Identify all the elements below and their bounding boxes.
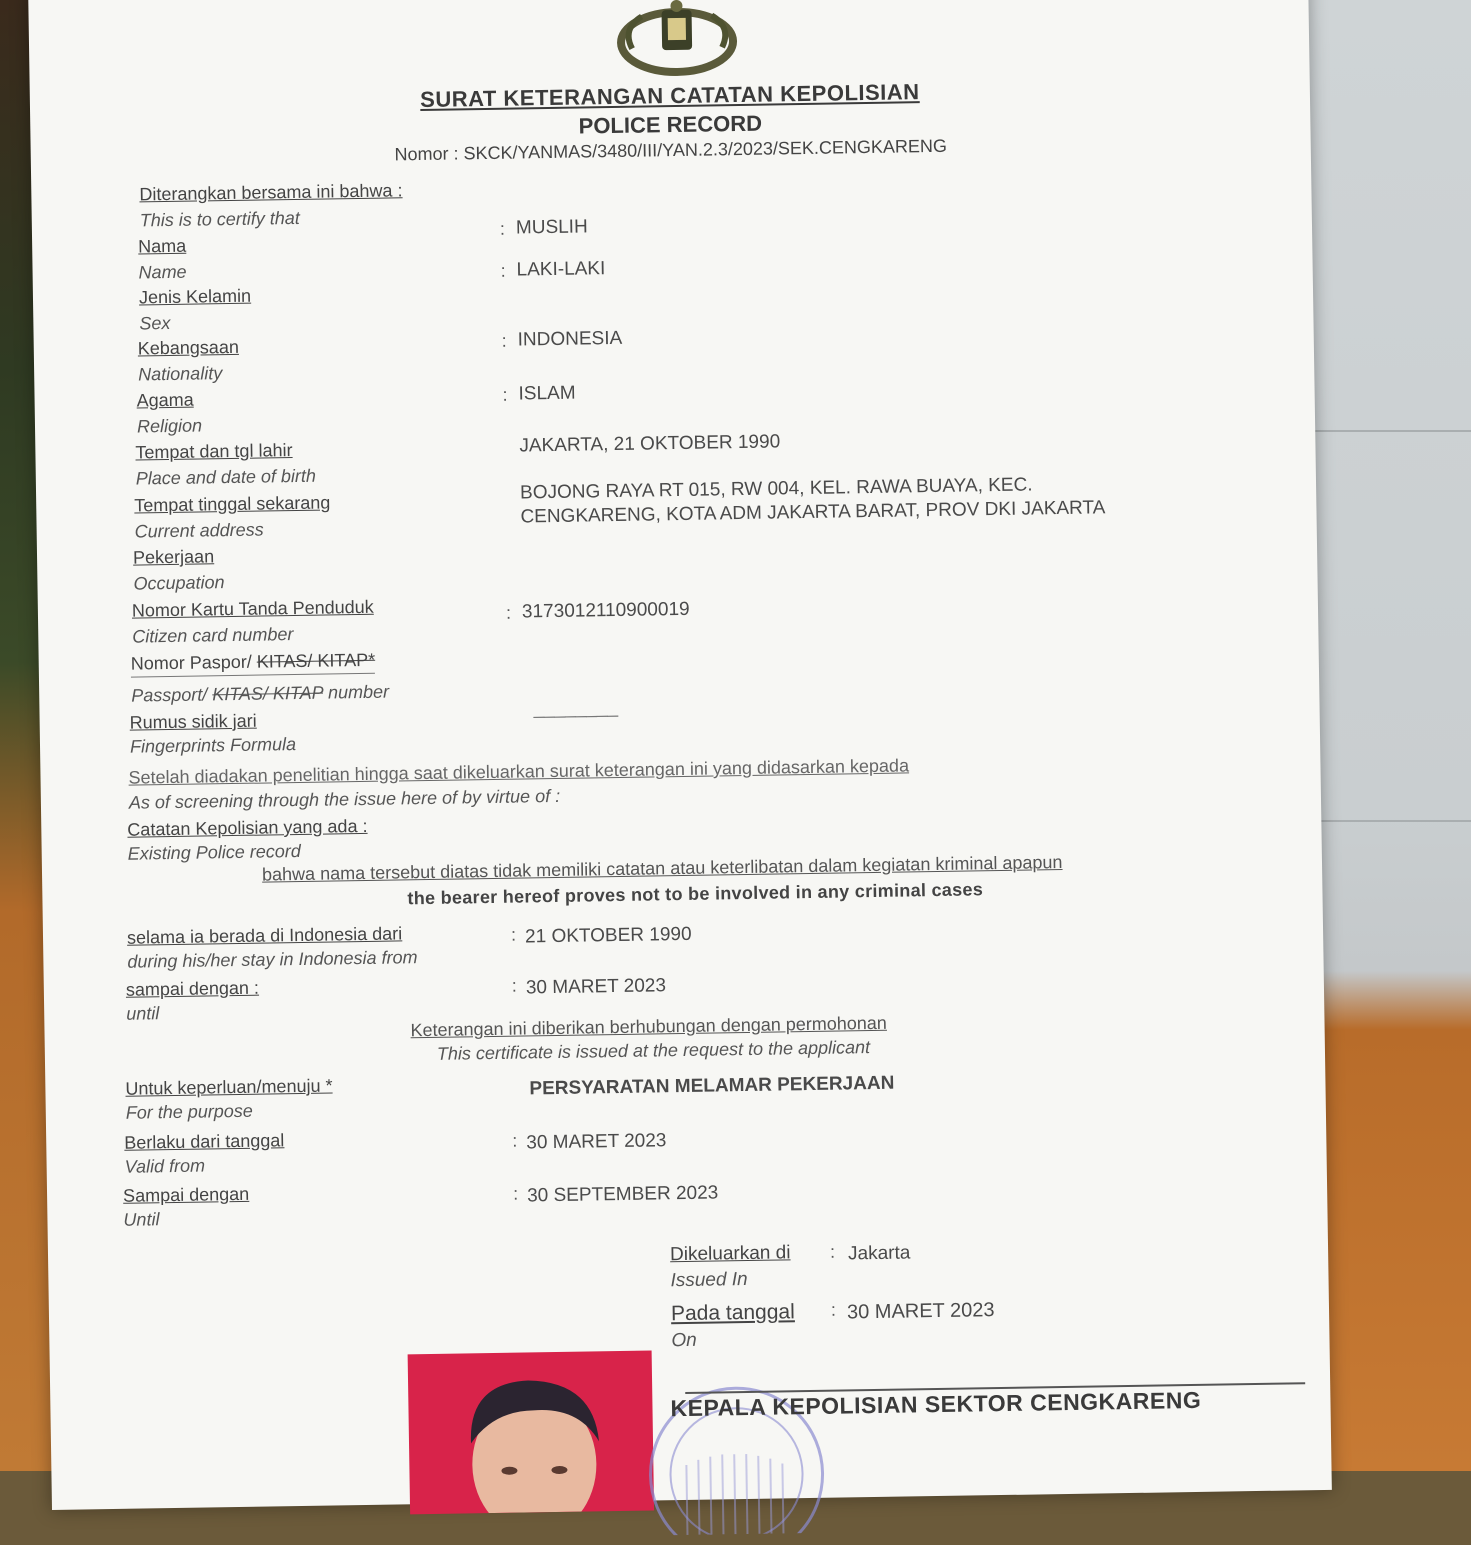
colon: : — [500, 260, 506, 281]
field-label-en: Fingerprints Formula — [129, 734, 297, 757]
field-label-en: Passport/ KITAS/ KITAP number — [131, 681, 390, 706]
field-label-en: Citizen card number — [132, 624, 294, 647]
field-label: Untuk keperluan/menuju * — [125, 1075, 333, 1099]
colon: : — [501, 330, 507, 351]
field-value: ________ — [533, 696, 619, 720]
field-value: 30 MARET 2023 — [525, 975, 667, 999]
field-value: ISLAM — [518, 382, 576, 405]
document-subtitle: POLICE RECORD — [578, 110, 763, 139]
request-text: Keterangan ini diberikan berhubungan dengan permohonan — [410, 1012, 888, 1041]
field-value: JAKARTA, 21 OKTOBER 1990 — [519, 431, 781, 457]
field-label-en: Religion — [136, 415, 203, 437]
field-label: selama ia berada di Indonesia dari — [126, 923, 403, 948]
field-label: Sampai dengan — [122, 1183, 250, 1206]
field-label-en: Until — [123, 1209, 160, 1230]
field-label: Agama — [136, 389, 194, 411]
police-record-document — [28, 0, 1332, 1510]
intro-label: Diterangkan bersama ini bahwa : — [139, 180, 403, 205]
document-title: SURAT KETERANGAN CATATAN KEPOLISIAN — [419, 79, 920, 113]
colon: : — [511, 975, 518, 996]
screening-text-en: As of screening through the issue here of by virtue of : — [128, 785, 561, 813]
statement-text: bahwa nama tersebut diatas tidak memiliki catatan atau keterlibatan dalam kegiatan kriminal apapun — [261, 852, 1063, 885]
field-label: Jenis Kelamin — [138, 285, 252, 308]
field-label-en: Nationality — [138, 363, 223, 385]
field-label: Rumus sidik jari — [129, 710, 257, 733]
colon: : — [510, 924, 517, 945]
field-value: LAKI-LAKI — [516, 258, 606, 281]
field-label: Kebangsaan — [137, 336, 240, 359]
field-label-en: For the purpose — [125, 1100, 254, 1123]
colon: : — [505, 602, 512, 623]
field-value: BOJONG RAYA RT 015, RW 004, KEL. RAWA BUAYA, KEC. — [519, 474, 1033, 504]
field-label: Tempat tinggal sekarang — [134, 492, 331, 516]
field-value: INDONESIA — [517, 327, 623, 351]
field-label: Berlaku dari tanggal — [124, 1130, 285, 1153]
field-value: Jakarta — [847, 1242, 911, 1265]
signer-title: KEPALA KEPOLISIAN SEKTOR CENGKARENG — [670, 1386, 1202, 1422]
document-number: Nomor : SKCK/YANMAS/3480/III/YAN.2.3/2023/SEK.CENGKARENG — [394, 135, 948, 165]
field-value-line2: CENGKARENG, KOTA ADM JAKARTA BARAT, PROV DKI JAKARTA — [520, 497, 1106, 528]
record-label: Catatan Kepolisian yang ada : — [127, 815, 368, 840]
statement-text-en: the bearer hereof proves not to be involved in any criminal cases — [407, 879, 984, 909]
field-value: 3173012110900019 — [521, 598, 690, 623]
colon: : — [502, 384, 508, 405]
record-label-en: Existing Police record — [127, 840, 301, 864]
colon: : — [829, 1241, 836, 1262]
field-value: 30 MARET 2023 — [526, 1130, 667, 1154]
colon: : — [512, 1130, 518, 1151]
field-label: Nomor Kartu Tanda Penduduk — [131, 596, 374, 621]
field-label-en: Issued In — [670, 1269, 748, 1292]
field-label: Nama — [138, 235, 187, 257]
intro-label-en: This is to certify that — [139, 207, 300, 231]
field-label-en: Occupation — [133, 572, 225, 594]
field-value: 21 OKTOBER 1990 — [524, 923, 692, 948]
field-value: MUSLIH — [515, 216, 588, 239]
field-label-en: Place and date of birth — [135, 465, 317, 489]
police-emblem-icon — [611, 0, 742, 77]
screening-text: Setelah diadakan penelitian hingga saat dikeluarkan surat keterangan ini yang didasarkan kepada — [128, 755, 910, 788]
field-label: Pekerjaan — [132, 546, 215, 568]
colon: : — [512, 1183, 519, 1204]
field-label: Tempat dan tgl lahir — [135, 440, 293, 463]
field-label-en: Valid from — [124, 1155, 206, 1177]
field-label-en: Sex — [139, 312, 171, 334]
colon: : — [830, 1299, 837, 1320]
field-value: 30 MARET 2023 — [846, 1299, 995, 1324]
field-label-en: until — [126, 1003, 160, 1024]
field-value: 30 SEPTEMBER 2023 — [526, 1182, 719, 1207]
field-label-en: during his/her stay in Indonesia from — [127, 947, 418, 972]
field-label: Pada tanggal — [670, 1300, 795, 1326]
field-label: Dikeluarkan di — [669, 1242, 791, 1266]
field-label: Nomor Paspor/ KITAS/ KITAP* — [131, 650, 376, 678]
request-text-en: This certificate is issued at the request to the applicant — [436, 1037, 871, 1064]
field-label-en: On — [671, 1329, 697, 1352]
field-value: PERSYARATAN MELAMAR PEKERJAAN — [529, 1072, 895, 1100]
colon: : — [499, 218, 506, 239]
field-label: sampai dengan : — [125, 977, 260, 1000]
field-label-en: Name — [138, 261, 187, 283]
field-label-en: Current address — [134, 519, 264, 542]
